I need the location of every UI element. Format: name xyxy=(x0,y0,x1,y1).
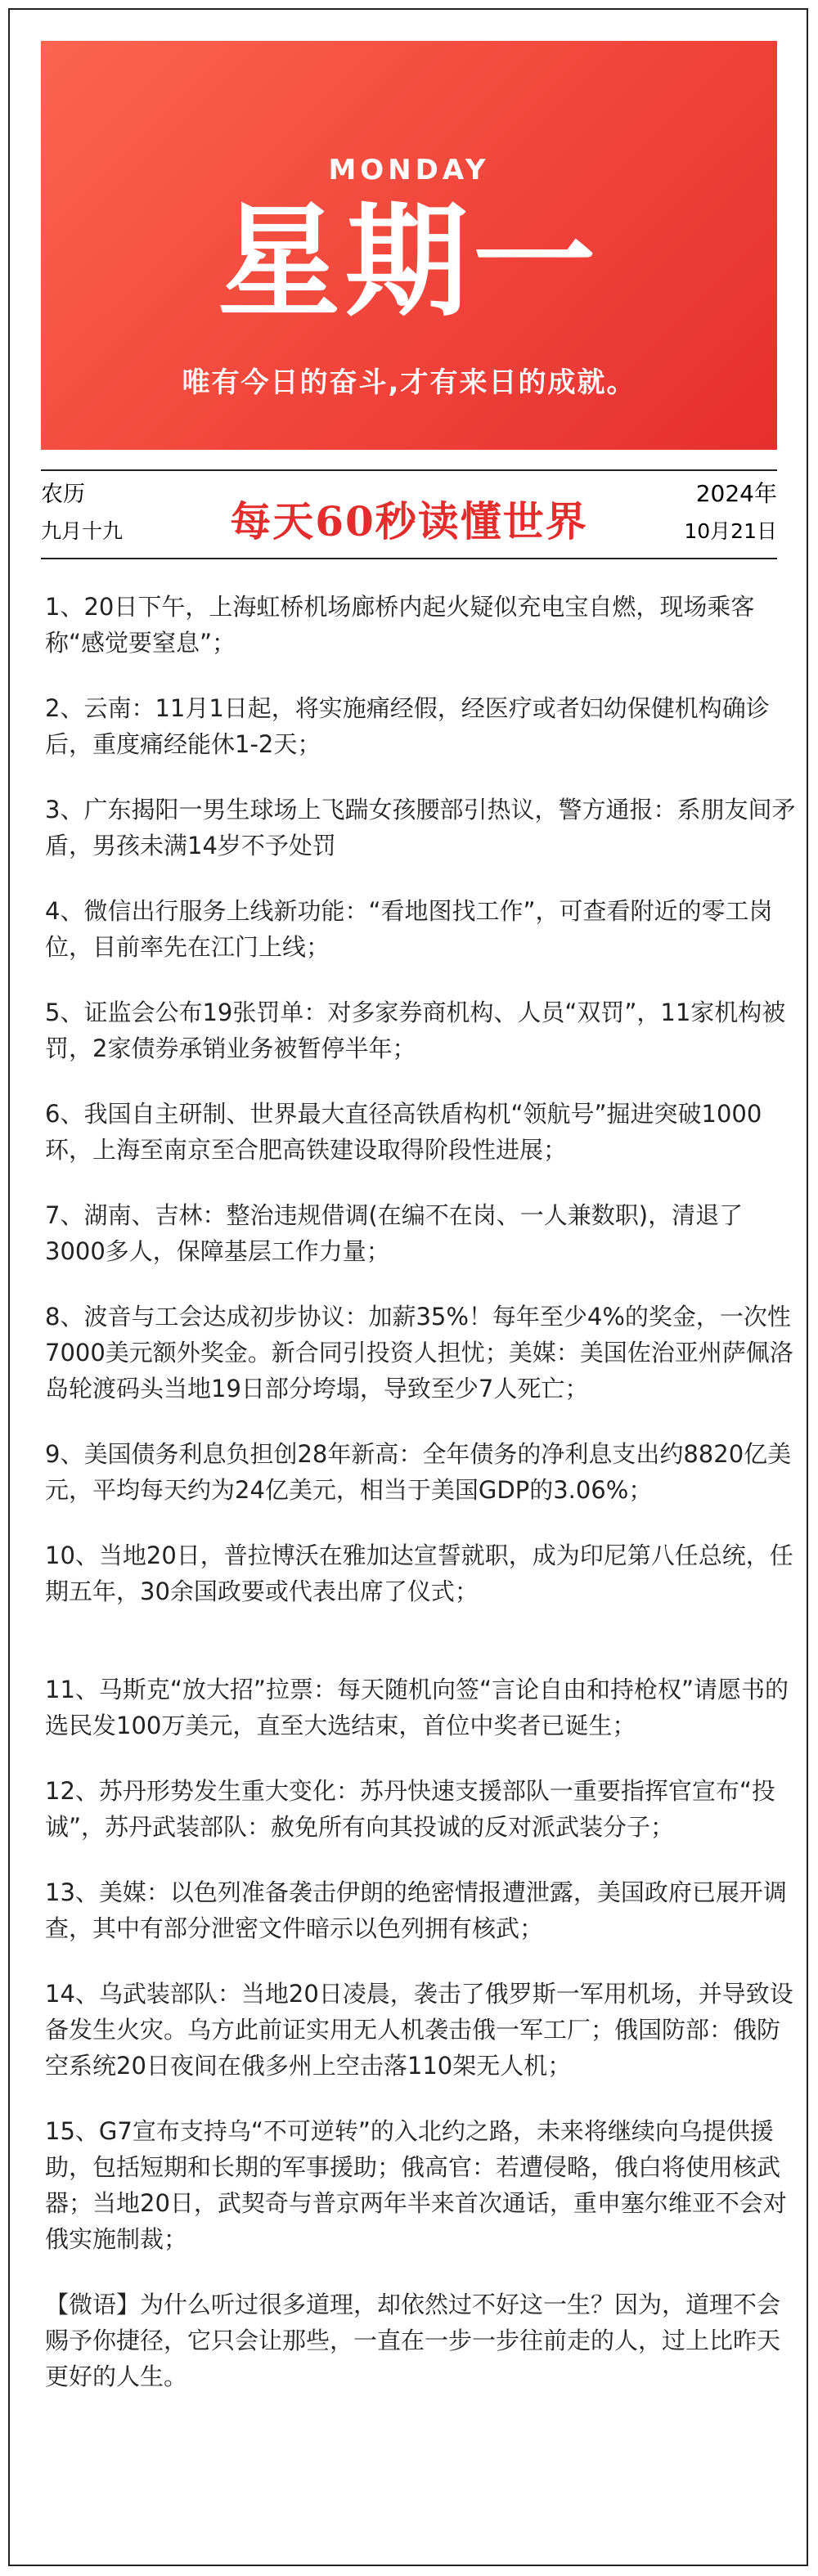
news-list xyxy=(45,589,798,2424)
lunar-label: 农历 xyxy=(41,482,85,507)
header-divider xyxy=(41,558,777,559)
date: 10月21日 xyxy=(684,519,777,543)
news-item: 3、广东揭阳一男生球场上飞踹女孩腰部引热议，警方通报：系朋友间矛盾，男孩未满14岁不予处罚 xyxy=(45,796,796,859)
motto: 唯有今日的奋斗,才有来日的成就。 xyxy=(182,366,636,399)
lunar-date: 九月十九 xyxy=(41,519,124,543)
weekday-chinese: 星期一 xyxy=(217,190,600,334)
news-item: 14、乌武装部队：当地20日凌晨，袭击了俄罗斯一军用机场，并导致设备发生火灾。乌方此前证实用无人机袭击俄一军工厂；俄国防部：俄防空系统20日夜间在俄多州上空击落110架无人机； xyxy=(45,1980,793,2080)
top-divider xyxy=(41,469,777,471)
news-item: 13、美媒：以色列准备袭击伊朗的绝密情报遭泄露，美国政府已展开调查，其中有部分泄密文件暗示以色列拥有核武； xyxy=(45,1878,787,1942)
hero-banner xyxy=(41,41,777,450)
news-item: 11、马斯克“放大招”拉票：每天随机向签“言论自由和持枪权”请愿书的选民发100万美元，直至大选结束，首位中奖者已诞生； xyxy=(45,1676,789,1739)
news-item: 15、G7宣布支持乌“不可逆转”的入北约之路，未来将继续向乌提供援助，包括短期和长期的军事援助；俄高官：若遭侵略，俄白将使用核武器；当地20日，武契奇与普京两年半来首次通话，重申塞尔维亚不会对俄实施制裁； xyxy=(45,2117,787,2253)
news-item: 10、当地20日，普拉博沃在雅加达宣誓就职，成为印尼第八任总统，任期五年，30余国政要或代表出席了仪式； xyxy=(45,1542,793,1605)
news-item: 12、苏丹形势发生重大变化：苏丹快速支援部队一重要指挥官宣布“投诚”，苏丹武装部队：赦免所有向其投诚的反对派武装分子； xyxy=(45,1777,775,1841)
news-item: 2、云南：11月1日起，将实施痛经假，经医疗或者妇幼保健机构确诊后，重度痛经能休1-2天； xyxy=(45,694,770,758)
weekday-english: MONDAY xyxy=(328,154,490,186)
news-item: 1、20日下午，上海虹桥机场廊桥内起火疑似充电宝自燃，现场乘客称“感觉要窒息”； xyxy=(45,593,755,657)
news-item: 8、波音与工会达成初步协议：加薪35%！每年至少4%的奖金，一次性7000美元额外奖金。新合同引投资人担忧；美媒：美国佐治亚州萨佩洛岛轮渡码头当地19日部分垮塌，导致至少7人死亡； xyxy=(45,1303,793,1402)
news-item: 5、证监会公布19张罚单：对多家券商机构、人员“双罚”，11家机构被罚，2家债券承销业务被暂停半年； xyxy=(45,999,786,1062)
news-item: 7、湖南、吉林：整治违规借调(在编不在岗、一人兼数职)，清退了3000多人，保障基层工作力量； xyxy=(45,1201,744,1265)
year: 2024年 xyxy=(695,480,777,507)
news-item: 4、微信出行服务上线新功能：“看地图找工作”，可查看附近的零工岗位，目前率先在江门上线； xyxy=(45,897,773,961)
news-item: 6、我国自主研制、世界最大直径高铁盾构机“领航号”掘进突破1000环，上海至南京至合肥高铁建设取得阶段性进展； xyxy=(45,1100,762,1164)
page-title: 每天60秒读懂世界 xyxy=(230,497,588,545)
news-item: 9、美国债务利息负担创28年新高：全年债务的净利息支出约8820亿美元，平均每天约为24亿美元，相当于美国GDP的3.06%； xyxy=(45,1440,792,1504)
daily-quote: 【微语】为什么听过很多道理，却依然过不好这一生？因为，道理不会赐予你捷径，它只会让那些，一直在一步一步往前走的人，过上比昨天更好的人生。 xyxy=(45,2291,781,2390)
